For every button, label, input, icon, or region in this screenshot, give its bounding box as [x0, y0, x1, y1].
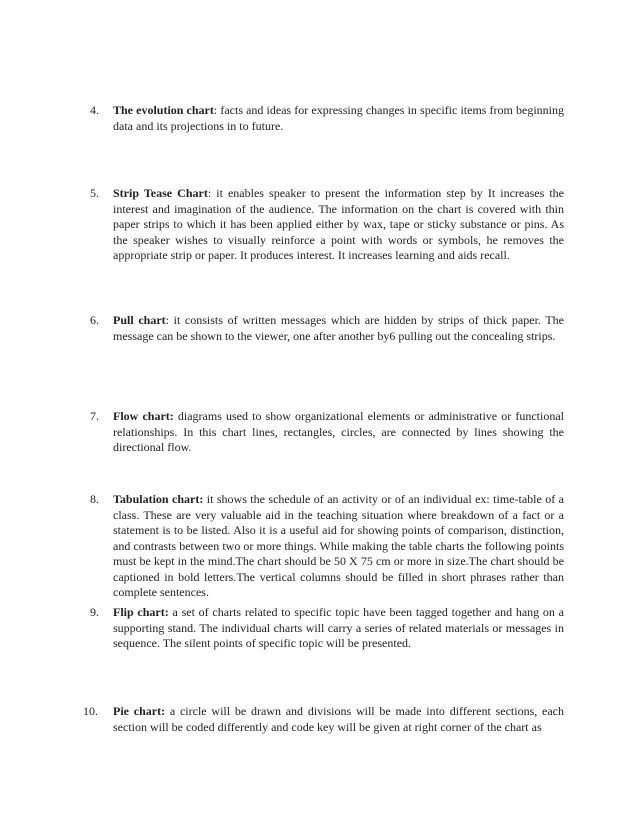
item-text: a set of charts related to specific topic have been tagged together and hang on a supporting stand. The individual charts will carry a series of related materials or messages in sequence. The silent points of specific topic will be presented. — [113, 605, 564, 650]
item-body — [113, 704, 564, 735]
item-term: The evolution chart — [113, 103, 214, 117]
item-number: 5. — [90, 186, 99, 200]
list-item-8 — [90, 492, 564, 601]
item-number: 6. — [90, 313, 99, 327]
item-body — [113, 313, 564, 344]
list-item-9 — [90, 605, 564, 652]
item-term: Pull chart — [113, 313, 166, 327]
item-term: Strip Tease Chart — [113, 186, 208, 200]
list-item-6 — [90, 313, 564, 344]
item-text: : it consists of written messages which are hidden by strips of thick paper. The message can be shown to the viewer, one after another by6 pulling out the concealing strips. — [113, 313, 564, 343]
item-number: 10. — [83, 704, 98, 718]
item-number: 4. — [90, 103, 99, 117]
item-text: a circle will be drawn and divisions will be made into different sections, each section will be coded differently and code key will be given at right corner of the chart as — [113, 704, 565, 734]
item-text: : facts and ideas for expressing changes in specific items from beginning data and its projections in to future. — [113, 103, 564, 133]
item-body — [113, 103, 564, 134]
item-number: 7. — [90, 409, 99, 423]
item-text: diagrams used to show organizational elements or administrative or functional relationships. In this chart lines, rectangles, circles, are connected by lines showing the directional flow. — [113, 409, 565, 454]
item-body — [113, 492, 564, 601]
item-body — [113, 409, 564, 456]
item-term: Flow chart: — [113, 409, 174, 423]
item-text: : it enables speaker to present the information step by It increases the interest and imagination of the audience. The information on the chart is covered with thin paper strips to which it has been applied either by wax, tape or sticky substance or pins. As the speaker wishes to visually reinforce a point with words or symbols, he removes the appropriate strip or paper. It produces interest. It increases learning and aids recall. — [113, 186, 564, 262]
item-number: 8. — [90, 492, 99, 506]
list-item-4 — [90, 103, 564, 134]
item-body — [113, 186, 564, 264]
item-number: 9. — [90, 605, 99, 619]
item-text: it shows the schedule of an activity or of an individual ex: time-table of a class. These are very valuable aid in the teaching situation where breakdown of a fact or a statement is to be listed. Also it is a useful aid for showing points of comparison, distinction, and contrasts between two or more things. While making the table charts the following points must be kept in the mind.The chart should be 50 X 75 cm or more in size.The chart should be captioned in bold letters.The vertical columns should be filled in short phrases rather than complete sentences. — [113, 492, 565, 599]
list-item-7 — [90, 409, 564, 456]
item-body — [113, 605, 564, 652]
item-term: Flip chart: — [113, 605, 169, 619]
item-term: Pie chart: — [113, 704, 166, 718]
list-item-10 — [83, 704, 565, 735]
item-term: Tabulation chart: — [113, 492, 204, 506]
list-item-5 — [90, 186, 564, 264]
